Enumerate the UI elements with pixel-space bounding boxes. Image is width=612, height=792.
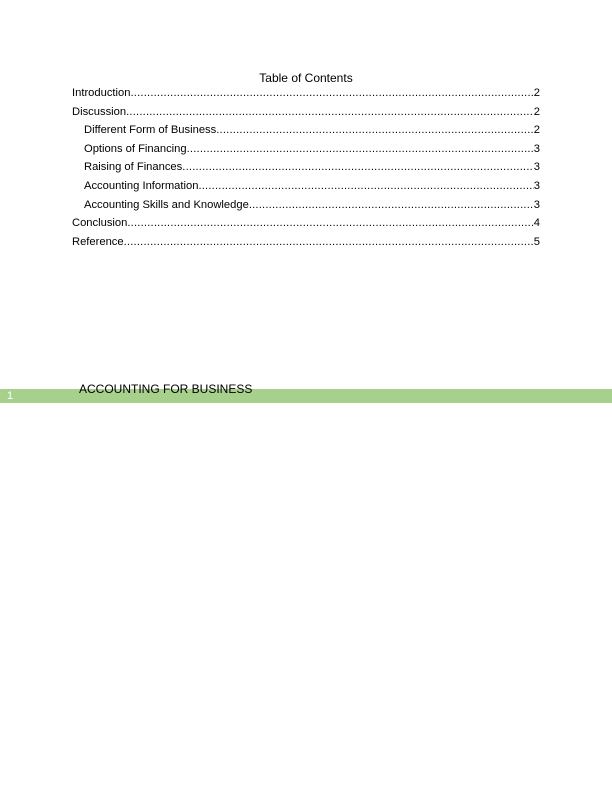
toc-entry-page: 2	[533, 87, 540, 99]
toc-entry-label: Conclusion	[72, 217, 128, 230]
toc-dot-leader	[126, 105, 534, 119]
toc-entry-label: Discussion	[72, 105, 127, 118]
toc-entry-label: Raising of Finances	[84, 161, 183, 174]
toc-entry-introduction[interactable]	[72, 86, 540, 105]
toc-entry-page: 3	[533, 161, 540, 174]
toc-entry-raising-of-finances[interactable]	[72, 160, 540, 179]
toc-dot-leader	[127, 216, 533, 230]
toc-entry-page: 4	[533, 217, 540, 230]
table-of-contents	[72, 86, 540, 253]
toc-entry-conclusion[interactable]	[72, 216, 540, 235]
toc-entry-label: Different Form of Business	[84, 124, 217, 137]
toc-entry-page: 2	[533, 124, 540, 137]
toc-dot-leader	[187, 142, 534, 156]
toc-dot-leader	[182, 160, 534, 174]
toc-entry-reference[interactable]	[72, 235, 540, 254]
toc-entry-label: Accounting Skills and Knowledge	[84, 198, 249, 211]
toc-entry-label: Reference	[72, 235, 124, 248]
toc-entry-label: Accounting Information	[84, 179, 199, 192]
toc-entry-label: Introduction	[72, 87, 131, 99]
toc-entry-page: 3	[533, 142, 540, 155]
toc-entry-page: 3	[533, 179, 540, 192]
toc-entry-different-form-of-business[interactable]	[72, 123, 540, 142]
toc-entry-discussion[interactable]	[72, 105, 540, 124]
toc-entry-accounting-information[interactable]	[72, 179, 540, 198]
toc-title: Table of Contents	[259, 71, 353, 85]
toc-dot-leader	[216, 123, 534, 137]
toc-dot-leader	[130, 86, 533, 100]
toc-entry-accounting-skills-and-knowledge[interactable]	[72, 198, 540, 217]
toc-dot-leader	[124, 235, 534, 249]
toc-entry-page: 5	[533, 235, 540, 248]
toc-entry-page: 3	[533, 198, 540, 211]
running-title: ACCOUNTING FOR BUSINESS	[79, 382, 253, 396]
page-number: 1	[7, 390, 14, 402]
toc-entry-page: 2	[533, 105, 540, 118]
toc-entry-options-of-financing[interactable]	[72, 142, 540, 161]
toc-dot-leader	[249, 198, 534, 212]
toc-dot-leader	[198, 179, 533, 193]
toc-entry-label: Options of Financing	[84, 142, 187, 155]
